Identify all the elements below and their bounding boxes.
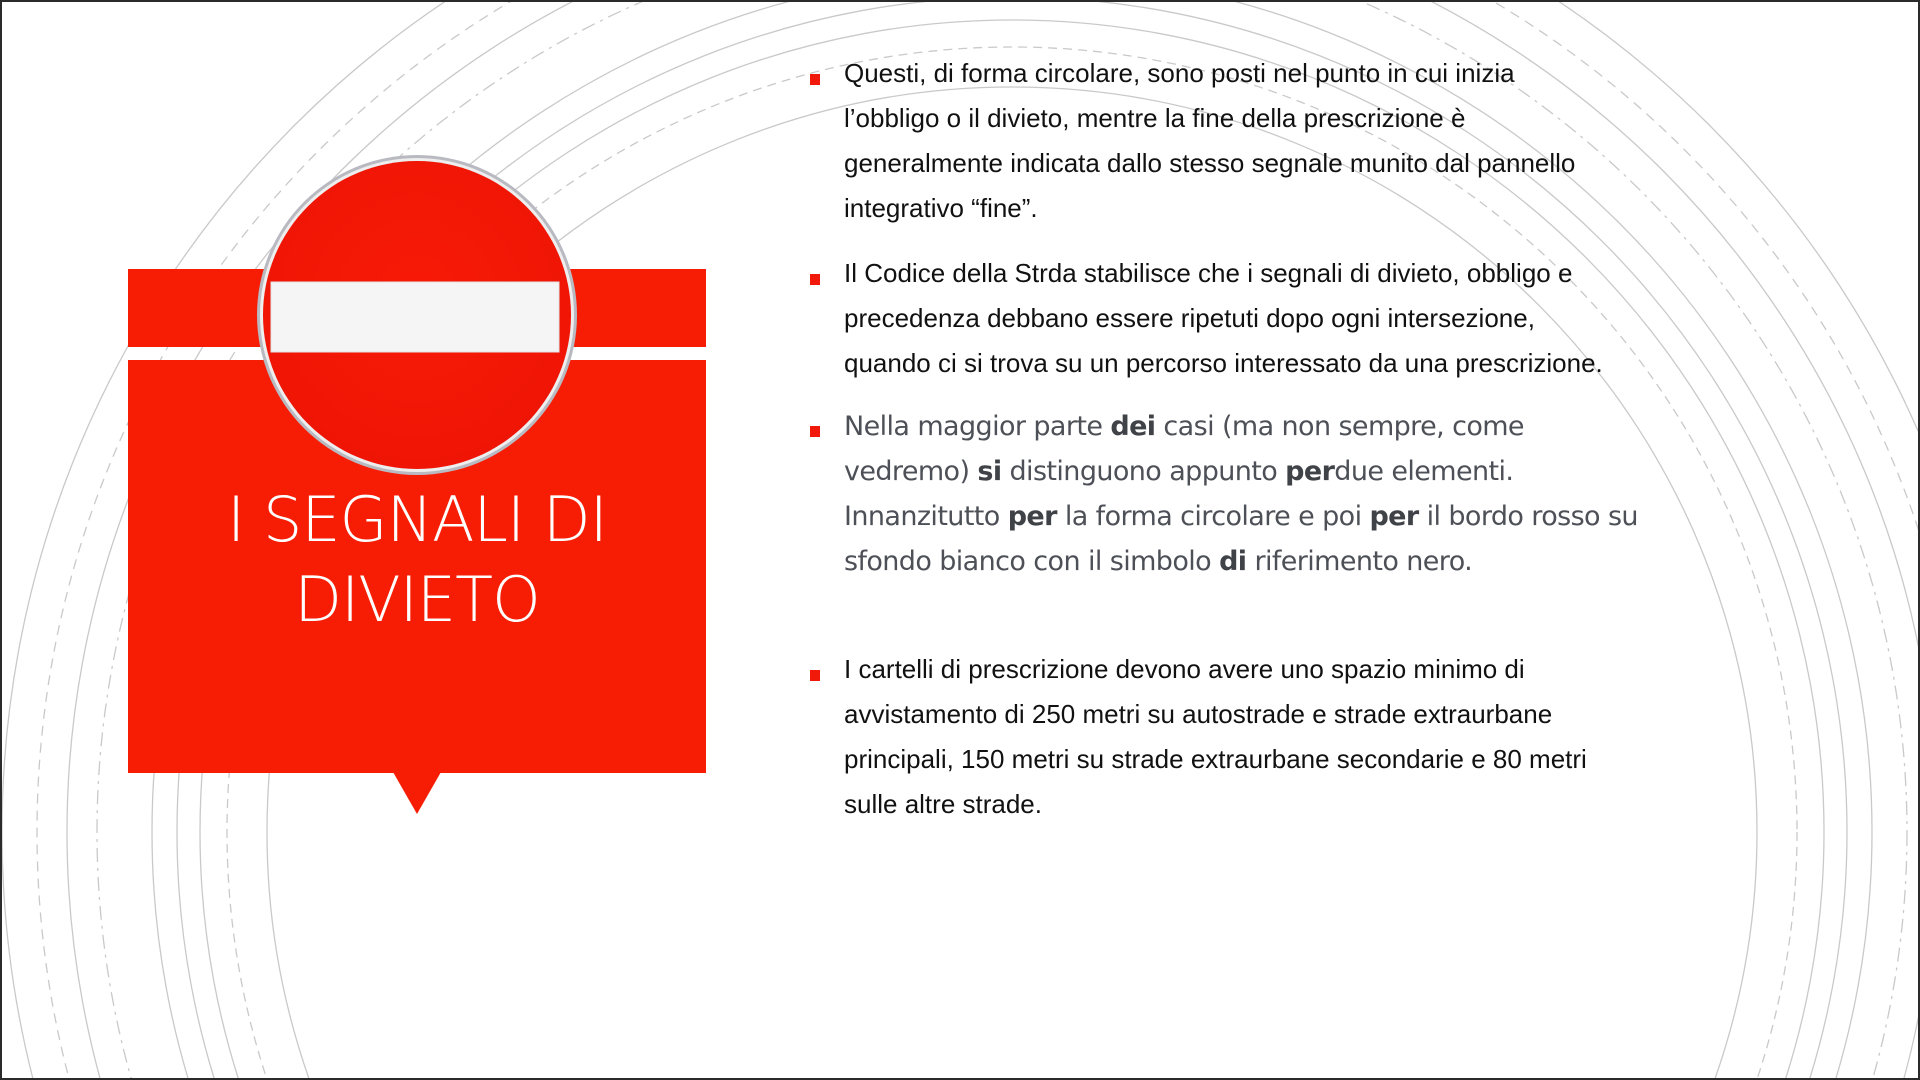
bullet-1-line: integrativo “fine”. bbox=[844, 193, 1038, 223]
bullet-2-line: quando ci si trova su un percorso interessato da una prescrizione. bbox=[844, 348, 1603, 378]
bold-text: per bbox=[1285, 456, 1335, 487]
bullet-4-line: sulle altre strade. bbox=[844, 789, 1042, 819]
bullet-4-line: I cartelli di prescrizione devono avere uno spazio minimo di bbox=[844, 654, 1525, 684]
title-panel-pointer bbox=[393, 772, 441, 814]
text-run: distinguono appunto bbox=[1001, 456, 1286, 487]
bullet-1-line: generalmente indicata dallo stesso segnale munito dal pannello bbox=[844, 148, 1576, 178]
bullet-marker-icon bbox=[810, 274, 820, 285]
bullet-2-line: precedenza debbano essere ripetuti dopo ogni intersezione, bbox=[844, 303, 1535, 333]
text-run: casi (ma non sempre, come bbox=[1155, 411, 1524, 442]
bullet-3-line bbox=[844, 449, 1638, 494]
bullet-4-line: avvistamento di 250 metri su autostrade e strade extraurbane bbox=[844, 699, 1553, 729]
text-run: riferimento nero. bbox=[1246, 546, 1473, 577]
bold-text: per bbox=[1369, 501, 1419, 532]
text-run: Nella maggior parte bbox=[844, 411, 1111, 442]
bullet-marker-icon bbox=[810, 670, 820, 681]
page-title bbox=[128, 480, 706, 640]
text-run: vedremo) bbox=[844, 456, 978, 487]
bullet-3-line bbox=[844, 404, 1638, 449]
text-run: Innanzitutto bbox=[844, 501, 1008, 532]
bullet-2-line: Il Codice della Strda stabilisce che i segnali di divieto, obbligo e bbox=[844, 258, 1573, 288]
bullet-marker-icon bbox=[810, 426, 820, 437]
no-entry-sign-icon bbox=[254, 152, 580, 478]
text-run: sfondo bianco con il simbolo bbox=[844, 546, 1220, 577]
title-line-1: I SEGNALI DI bbox=[227, 483, 607, 556]
bullet-1-line: l’obbligo o il divieto, mentre la fine della prescrizione è bbox=[844, 103, 1466, 133]
bullet-3-line bbox=[844, 539, 1638, 584]
title-line-2: DIVIETO bbox=[294, 563, 540, 636]
bold-text: per bbox=[1007, 501, 1057, 532]
text-run: due elementi. bbox=[1334, 456, 1514, 487]
bold-text: di bbox=[1219, 546, 1247, 577]
bullet-4-line: principali, 150 metri su strade extraurbane secondarie e 80 metri bbox=[844, 744, 1587, 774]
bold-text: dei bbox=[1110, 411, 1156, 442]
text-run: la forma circolare e poi bbox=[1056, 501, 1370, 532]
bullet-marker-icon bbox=[810, 74, 820, 85]
bold-text: si bbox=[977, 456, 1002, 487]
bullet-3-line bbox=[844, 494, 1638, 539]
text-run: il bordo rosso su bbox=[1418, 501, 1638, 532]
bullet-1-line: Questi, di forma circolare, sono posti nel punto in cui inizia bbox=[844, 58, 1515, 88]
